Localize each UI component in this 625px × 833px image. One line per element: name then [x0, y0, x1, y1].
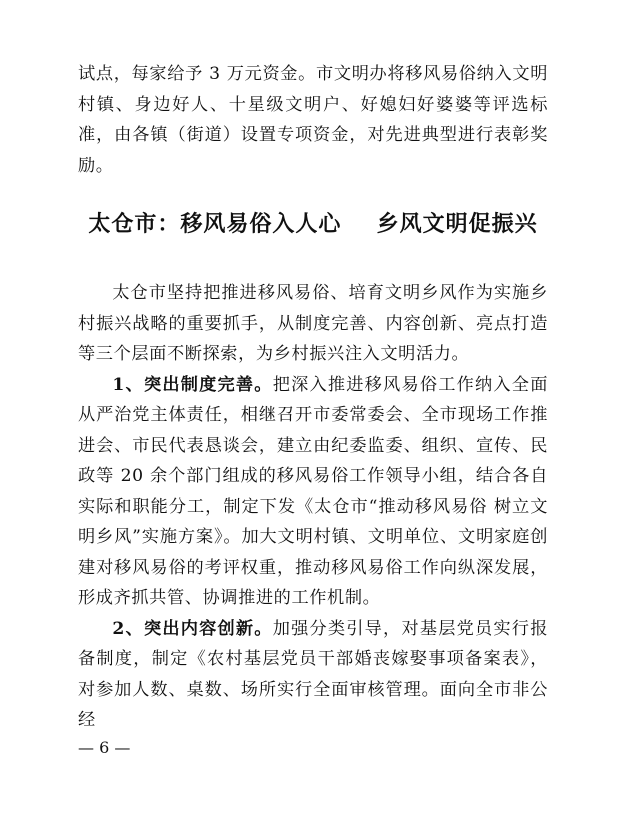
body-paragraph-3-text: 加强分类引导，对基层党员实行报备制度，制定《农村基层党员干部婚丧嫁娶事项备案表》，对参加人数、桌数、场所实行全面审核管理。面向全市非公经: [78, 618, 548, 730]
section-title-part2: 乡风文明促振兴: [376, 211, 538, 237]
body-paragraph-2-text: 把深入推进移风易俗工作纳入全面从严治党主体责任，相继召开市委常委会、全市现场工作推进会、市民代表恳谈会，建立由纪委监委、组织、宣传、民政等 20 余个部门组成的移风易俗工作领导小组，结合各自实际和职能分工，制定下发《太仓市“推动移风易俗 树立文明乡风”实施方案》。加大文明村镇、文明单位、文明家庭创建对移风易俗的考评权重，推动移风易俗工作向纵深发展，形成齐抓共管、协调推进的工作机制。: [78, 374, 548, 608]
section-body: [78, 278, 548, 736]
body-paragraph-3: [78, 614, 548, 736]
page-number: — 6 —: [78, 738, 131, 757]
body-paragraph-2-lead: 1、突出制度完善。: [112, 374, 273, 395]
section-title: [78, 206, 548, 242]
body-paragraph-3-lead: 2、突出内容创新。: [112, 618, 273, 639]
body-paragraph-1: [78, 278, 548, 370]
body-paragraph-2: [78, 370, 548, 614]
intro-paragraph-block: [78, 59, 548, 181]
body-paragraph-1-text: 太仓市坚持把推进移风易俗、培育文明乡风作为实施乡村振兴战略的重要抓手，从制度完善、内容创新、亮点打造等三个层面不断探索，为乡村振兴注入文明活力。: [78, 283, 548, 364]
section-title-part1: 太仓市：移风易俗入人心: [88, 211, 342, 237]
intro-paragraph: 试点，每家给予 3 万元资金。市文明办将移风易俗纳入文明村镇、身边好人、十星级文明户、好媳妇好婆婆等评选标准，由各镇（街道）设置专项资金，对先进典型进行表彰奖励。: [78, 64, 548, 176]
